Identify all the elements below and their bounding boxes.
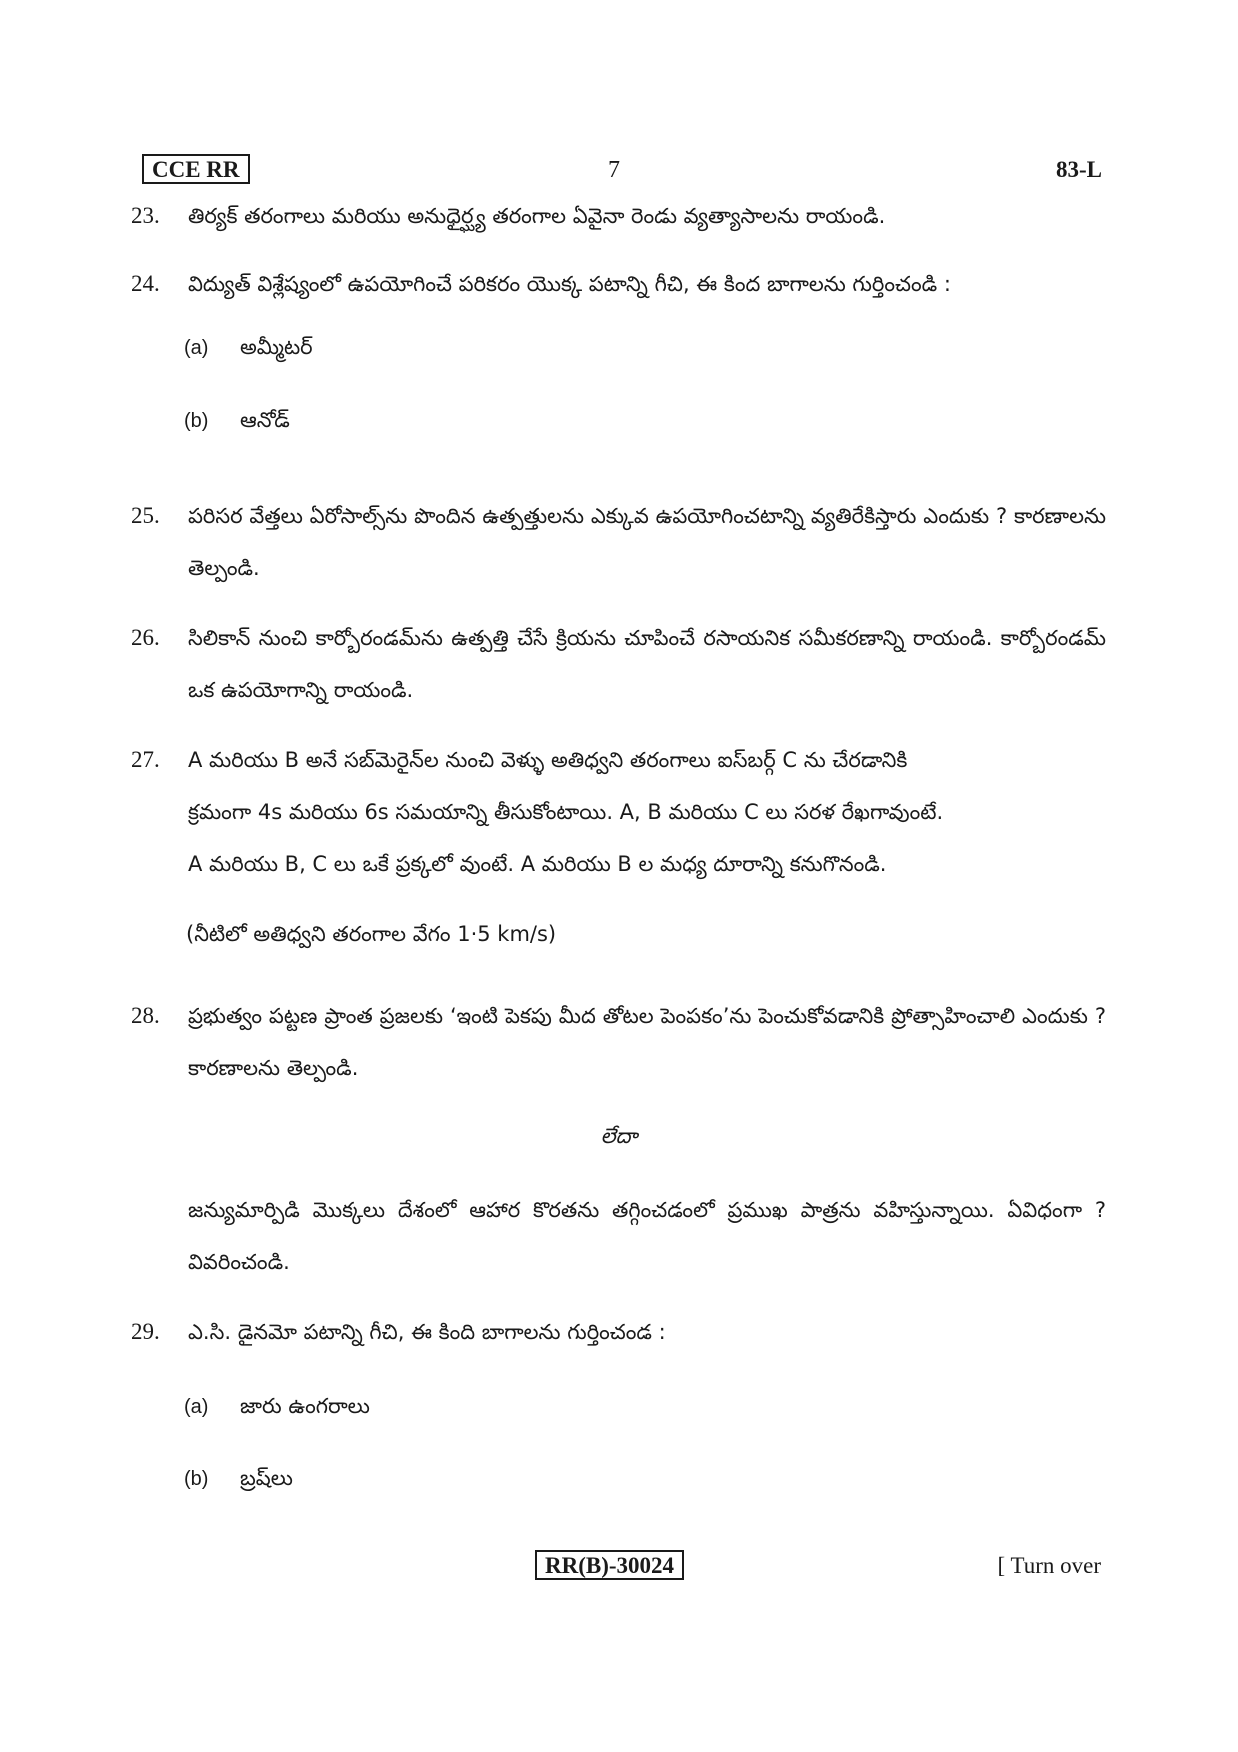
question-number: 24. [131, 271, 160, 296]
footer-code: RR(B)-30024 [535, 1553, 684, 1579]
question-number: 27. [131, 747, 160, 772]
sub-item-a: (a) అమ్మీటర్ [184, 335, 313, 359]
question-number: 25. [131, 503, 160, 528]
question-text-line-1: A మరియు B అనే సబ్‌మెరైన్‌ల నుంచి వెళ్ళు అతిధ్వని తరంగాలు ఐస్‌బర్గ్ C ను చేరడానికి [188, 748, 908, 772]
question-27 [131, 734, 1106, 890]
paper-id: 83-L [1056, 157, 1102, 182]
question-number: 26. [131, 625, 160, 650]
question-29 [131, 1306, 1106, 1358]
question-25 [131, 490, 1106, 594]
question-number: 28. [131, 1003, 160, 1028]
question-text: పరిసర వేత్తలు ఏరోసాల్స్‌ను పొందిన ఉత్పత్తులను ఎక్కువ ఉపయోగించటాన్ని వ్యతిరేకిస్తారు ఎందుకు ? కారణాలను తెల్పండి. [188, 504, 1106, 580]
question-text: సిలికాన్ నుంచి కార్బోరండమ్‌ను ఉత్పత్తి చేసే క్రియను చూపించే రసాయనిక సమీకరణాన్ని రాయండి. కార్బోరండమ్ ఒక ఉపయోగాన్ని రాయండి. [188, 626, 1106, 702]
speed-note: (నీటిలో అతిధ్వని తరంగాల వేగం 1·5 km/s) [186, 922, 557, 946]
question-text: ఎ.సి. డైనమో పటాన్ని గీచి, ఈ కింది బాగాలను గుర్తించండ : [188, 1320, 666, 1344]
sub-item-b: (b) ఆనోడ్ [184, 408, 290, 432]
question-text-line-2: క్రమంగా 4s మరియు 6s సమయాన్ని తీసుకోంటాయి. A, B మరియు C లు సరళ రేఖగావుంటే. [188, 800, 944, 824]
question-28-alternative [131, 1184, 1106, 1288]
question-number: 29. [131, 1319, 160, 1344]
question-24 [131, 258, 1106, 310]
paper-code-header: CCE RR [142, 157, 250, 183]
sub-item-a: (a) జారు ఉంగరాలు [184, 1394, 370, 1418]
question-26 [131, 612, 1106, 716]
question-28 [131, 990, 1106, 1094]
page-number: 7 [608, 157, 620, 183]
or-divider: లేదా [600, 1124, 638, 1148]
turn-over-note: [ Turn over [997, 1553, 1101, 1578]
question-text: ప్రభుత్వం పట్టణ ప్రాంత ప్రజలకు ‘ఇంటి పెకపు మీద తోటల పెంపకం’ను పెంచుకోవడానికి ప్రోత్సాహించాలి ఎందుకు ? కారణాలను తెల్పండి. [188, 1004, 1106, 1080]
question-text: విద్యుత్ విశ్లేష్యంలో ఉపయోగించే పరికరం యొక్క పటాన్ని గీచి, ఈ కింద బాగాలను గుర్తించండి : [188, 272, 951, 296]
question-text: తిర్యక్ తరంగాలు మరియు అనుధైర్ఘ్య తరంగాల ఏవైనా రెండు వ్యత్యాసాలను రాయండి. [188, 204, 886, 228]
question-23 [131, 190, 1106, 242]
question-text: జన్యుమార్పిడి మొక్కలు దేశంలో ఆహార కొరతను తగ్గించడంలో ప్రముఖ పాత్రను వహిస్తున్నాయి. ఏవిధంగా ? వివరించండి. [188, 1198, 1106, 1274]
sub-item-b: (b) బ్రష్‌లు [184, 1466, 293, 1490]
question-text-line-3: A మరియు B, C లు ఒకే ప్రక్కలో వుంటే. A మరియు B ల మధ్య దూరాన్ని కనుగొనండి. [188, 852, 887, 876]
question-number: 23. [131, 203, 160, 228]
